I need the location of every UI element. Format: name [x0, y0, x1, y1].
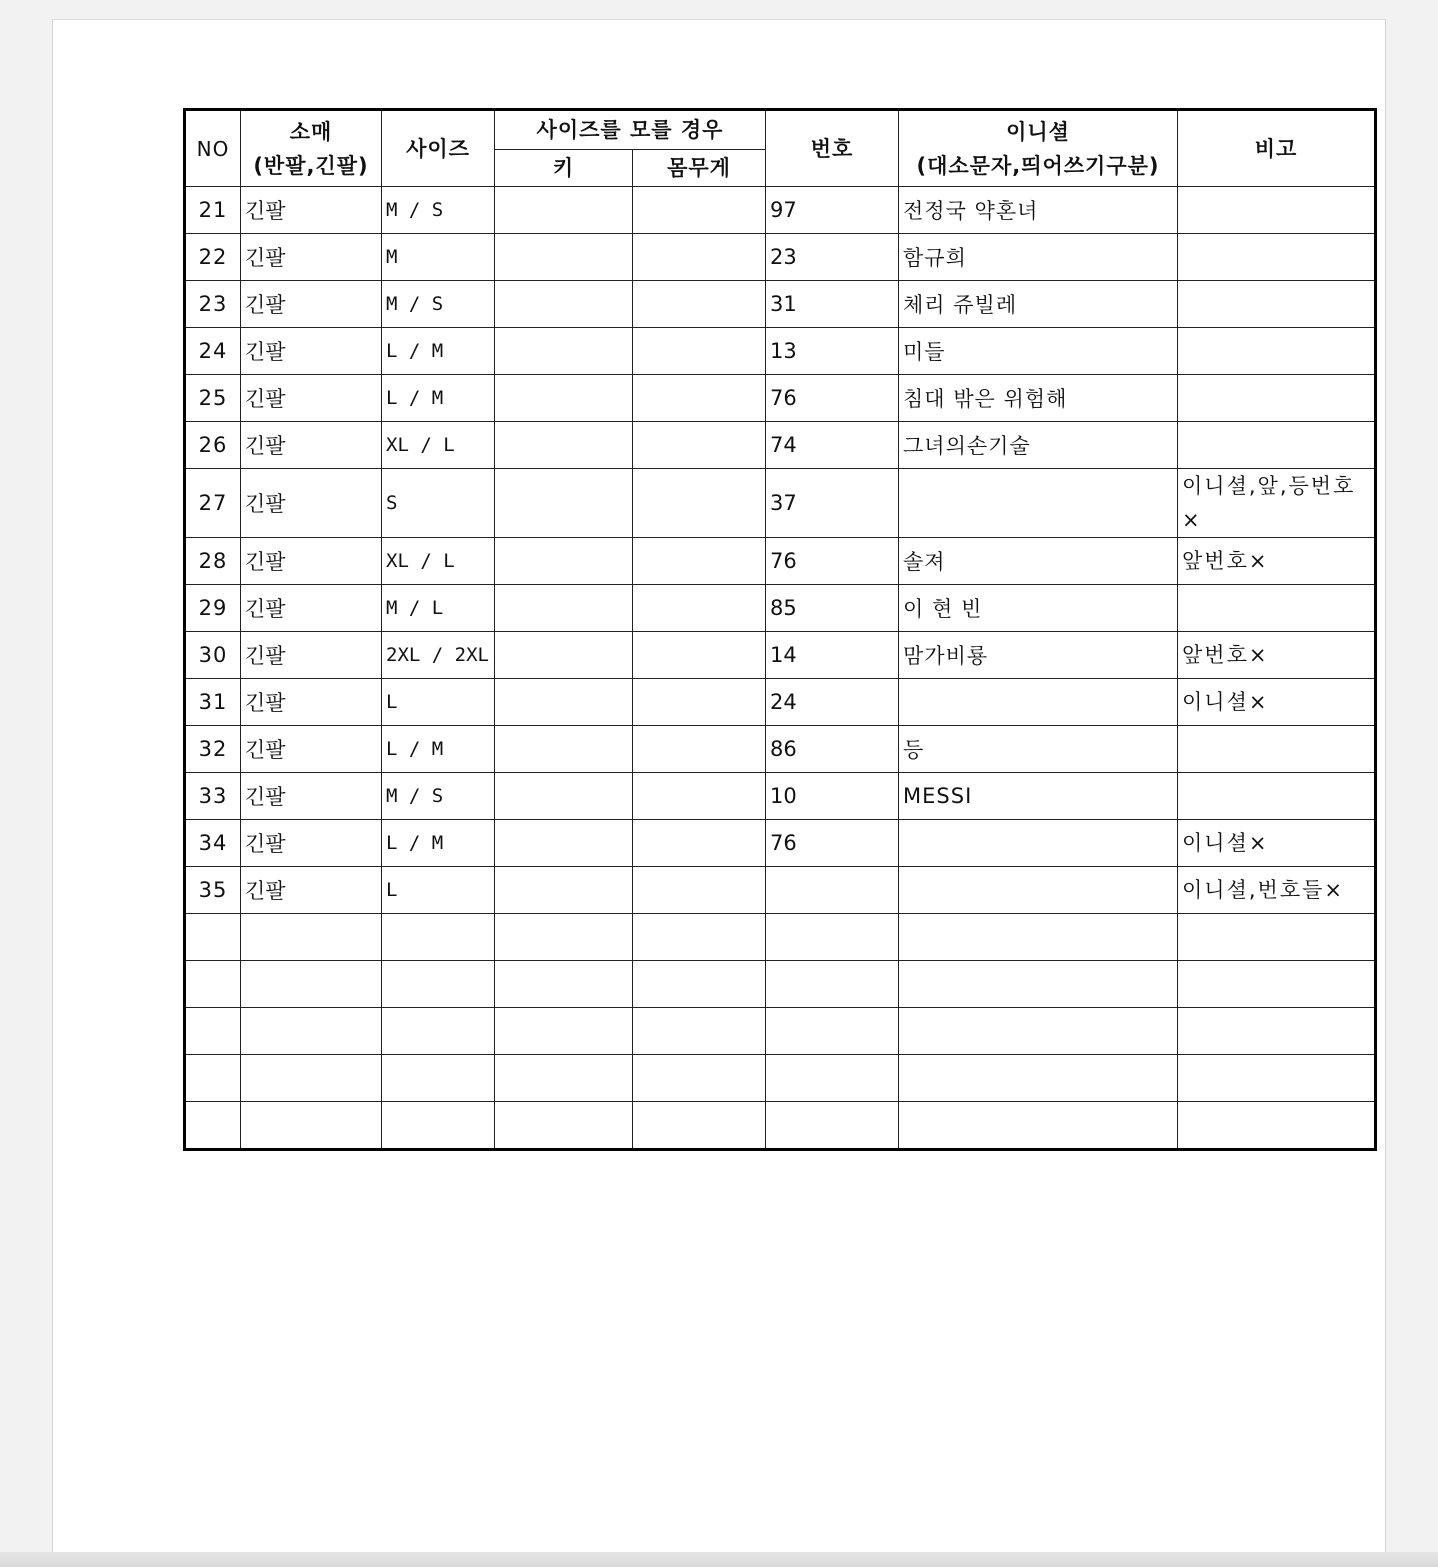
- table-row: [185, 961, 1376, 1008]
- header-sleeve-line1: 소매: [289, 119, 333, 144]
- cell-no: [185, 1055, 241, 1102]
- cell-height: [495, 281, 633, 328]
- cell-size: 2XL / 2XL: [382, 632, 495, 679]
- cell-height: [495, 914, 633, 961]
- table-row: [185, 1102, 1376, 1150]
- cell-initial: [899, 914, 1178, 961]
- header-no: NO: [185, 110, 241, 187]
- cell-number: 24: [766, 679, 899, 726]
- cell-size: M: [382, 234, 495, 281]
- cell-sleeve: [241, 914, 382, 961]
- cell-note: [1178, 187, 1376, 234]
- cell-size: S: [382, 469, 495, 538]
- cell-number: 76: [766, 538, 899, 585]
- header-sleeve-line2: (반팔,긴팔): [253, 153, 369, 178]
- cell-sleeve: 긴팔: [241, 679, 382, 726]
- table-row: [185, 1055, 1376, 1102]
- cell-note: [1178, 773, 1376, 820]
- cell-initial: 함규희: [899, 234, 1178, 281]
- cell-initial: 침대 밖은 위험해: [899, 375, 1178, 422]
- table-row: [185, 234, 1376, 281]
- table-body: [185, 187, 1376, 1150]
- cell-initial: 이 현 빈: [899, 585, 1178, 632]
- cell-sleeve: 긴팔: [241, 469, 382, 538]
- cell-note: [1178, 281, 1376, 328]
- cell-size: M / S: [382, 281, 495, 328]
- cell-sleeve: [241, 961, 382, 1008]
- cell-note: [1178, 914, 1376, 961]
- cell-size: [382, 1055, 495, 1102]
- cell-no: 34: [185, 820, 241, 867]
- cell-size: XL / L: [382, 422, 495, 469]
- header-initial: [899, 110, 1178, 187]
- header-unknown-size: 사이즈를 모를 경우: [495, 110, 766, 150]
- cell-height: [495, 679, 633, 726]
- table-row: [185, 328, 1376, 375]
- cell-number: 85: [766, 585, 899, 632]
- table-row: [185, 867, 1376, 914]
- cell-no: 21: [185, 187, 241, 234]
- cell-height: [495, 328, 633, 375]
- table-row: [185, 422, 1376, 469]
- cell-weight: [633, 914, 766, 961]
- cell-number: 13: [766, 328, 899, 375]
- cell-number: [766, 914, 899, 961]
- cell-note: [1178, 726, 1376, 773]
- cell-size: L: [382, 679, 495, 726]
- cell-height: [495, 961, 633, 1008]
- cell-number: 10: [766, 773, 899, 820]
- cell-note: 앞번호×: [1178, 632, 1376, 679]
- cell-initial: [899, 1008, 1178, 1055]
- table-row: [185, 281, 1376, 328]
- cell-sleeve: [241, 1102, 382, 1150]
- cell-size: XL / L: [382, 538, 495, 585]
- cell-height: [495, 820, 633, 867]
- cell-sleeve: 긴팔: [241, 234, 382, 281]
- cell-height: [495, 1055, 633, 1102]
- cell-weight: [633, 1055, 766, 1102]
- cell-sleeve: 긴팔: [241, 632, 382, 679]
- cell-height: [495, 375, 633, 422]
- cell-initial: 체리 쥬빌레: [899, 281, 1178, 328]
- cell-note: [1178, 585, 1376, 632]
- cell-note: [1178, 1008, 1376, 1055]
- cell-weight: [633, 328, 766, 375]
- cell-number: [766, 1102, 899, 1150]
- cell-initial: [899, 867, 1178, 914]
- cell-number: 37: [766, 469, 899, 538]
- header-height: 키: [495, 150, 633, 187]
- cell-size: [382, 1008, 495, 1055]
- cell-sleeve: 긴팔: [241, 726, 382, 773]
- cell-note: [1178, 234, 1376, 281]
- cell-no: 23: [185, 281, 241, 328]
- cell-size: L / M: [382, 726, 495, 773]
- cell-number: 86: [766, 726, 899, 773]
- table-row: [185, 679, 1376, 726]
- cell-no: 30: [185, 632, 241, 679]
- cell-note: [1178, 961, 1376, 1008]
- cell-height: [495, 187, 633, 234]
- cell-size: M / S: [382, 773, 495, 820]
- header-initial-line2: (대소문자,띄어쓰기구분): [916, 153, 1160, 178]
- table-row: [185, 187, 1376, 234]
- cell-number: 76: [766, 820, 899, 867]
- header-number: 번호: [766, 110, 899, 187]
- header-initial-line1: 이니셜: [1006, 119, 1070, 144]
- cell-height: [495, 1102, 633, 1150]
- cell-number: 76: [766, 375, 899, 422]
- cell-sleeve: [241, 1055, 382, 1102]
- table-row: [185, 632, 1376, 679]
- cell-sleeve: 긴팔: [241, 820, 382, 867]
- cell-weight: [633, 187, 766, 234]
- cell-weight: [633, 281, 766, 328]
- header-note: 비고: [1178, 110, 1376, 187]
- cell-weight: [633, 726, 766, 773]
- cell-sleeve: 긴팔: [241, 773, 382, 820]
- cell-initial: [899, 1055, 1178, 1102]
- cell-note: [1178, 1102, 1376, 1150]
- cell-initial: [899, 1102, 1178, 1150]
- cell-no: 31: [185, 679, 241, 726]
- cell-note: 이니셜,번호들×: [1178, 867, 1376, 914]
- cell-size: [382, 914, 495, 961]
- cell-weight: [633, 820, 766, 867]
- cell-initial: 솔져: [899, 538, 1178, 585]
- cell-no: 32: [185, 726, 241, 773]
- cell-weight: [633, 867, 766, 914]
- cell-note: [1178, 375, 1376, 422]
- cell-note: [1178, 328, 1376, 375]
- cell-note: 앞번호×: [1178, 538, 1376, 585]
- cell-size: L / M: [382, 375, 495, 422]
- cell-initial: [899, 679, 1178, 726]
- cell-no: 26: [185, 422, 241, 469]
- cell-initial: [899, 820, 1178, 867]
- cell-size: M / S: [382, 187, 495, 234]
- cell-height: [495, 538, 633, 585]
- cell-note: 이니셜,앞,등번호×: [1178, 469, 1376, 538]
- cell-number: 14: [766, 632, 899, 679]
- cell-initial: [899, 469, 1178, 538]
- cell-size: L: [382, 867, 495, 914]
- cell-weight: [633, 585, 766, 632]
- cell-no: [185, 914, 241, 961]
- table-row: [185, 773, 1376, 820]
- table-header: [185, 110, 1376, 187]
- cell-weight: [633, 773, 766, 820]
- cell-size: L / M: [382, 820, 495, 867]
- table-row: [185, 538, 1376, 585]
- header-sleeve: [241, 110, 382, 187]
- cell-no: 22: [185, 234, 241, 281]
- table-row: [185, 469, 1376, 538]
- cell-weight: [633, 234, 766, 281]
- cell-sleeve: 긴팔: [241, 187, 382, 234]
- cell-number: [766, 1008, 899, 1055]
- table-row: [185, 914, 1376, 961]
- cell-height: [495, 867, 633, 914]
- page-bottom-shadow: [0, 1552, 1438, 1567]
- cell-number: [766, 961, 899, 1008]
- cell-number: 23: [766, 234, 899, 281]
- cell-sleeve: 긴팔: [241, 867, 382, 914]
- cell-weight: [633, 679, 766, 726]
- cell-no: 24: [185, 328, 241, 375]
- cell-no: [185, 1008, 241, 1055]
- cell-note: 이니셜×: [1178, 679, 1376, 726]
- header-size: 사이즈: [382, 110, 495, 187]
- cell-height: [495, 585, 633, 632]
- cell-size: [382, 961, 495, 1008]
- cell-height: [495, 726, 633, 773]
- cell-number: [766, 1055, 899, 1102]
- cell-height: [495, 234, 633, 281]
- cell-weight: [633, 961, 766, 1008]
- cell-weight: [633, 469, 766, 538]
- table-row: [185, 585, 1376, 632]
- cell-weight: [633, 422, 766, 469]
- cell-height: [495, 632, 633, 679]
- cell-weight: [633, 632, 766, 679]
- cell-initial: 미들: [899, 328, 1178, 375]
- cell-height: [495, 773, 633, 820]
- cell-number: [766, 867, 899, 914]
- cell-note: [1178, 1055, 1376, 1102]
- table-row: [185, 726, 1376, 773]
- cell-sleeve: 긴팔: [241, 538, 382, 585]
- cell-note: 이니셜×: [1178, 820, 1376, 867]
- cell-weight: [633, 375, 766, 422]
- cell-size: M / L: [382, 585, 495, 632]
- cell-number: 31: [766, 281, 899, 328]
- cell-height: [495, 422, 633, 469]
- cell-sleeve: [241, 1008, 382, 1055]
- cell-no: [185, 1102, 241, 1150]
- header-weight: 몸무게: [633, 150, 766, 187]
- cell-no: 28: [185, 538, 241, 585]
- cell-size: [382, 1102, 495, 1150]
- table-row: [185, 1008, 1376, 1055]
- cell-weight: [633, 1008, 766, 1055]
- cell-size: L / M: [382, 328, 495, 375]
- order-table: [183, 108, 1377, 1151]
- cell-no: 29: [185, 585, 241, 632]
- cell-weight: [633, 1102, 766, 1150]
- table-row: [185, 820, 1376, 867]
- cell-weight: [633, 538, 766, 585]
- cell-sleeve: 긴팔: [241, 422, 382, 469]
- cell-sleeve: 긴팔: [241, 328, 382, 375]
- cell-no: 27: [185, 469, 241, 538]
- cell-sleeve: 긴팔: [241, 281, 382, 328]
- cell-sleeve: 긴팔: [241, 375, 382, 422]
- cell-initial: 그녀의손기술: [899, 422, 1178, 469]
- cell-sleeve: 긴팔: [241, 585, 382, 632]
- cell-height: [495, 1008, 633, 1055]
- cell-no: 25: [185, 375, 241, 422]
- cell-initial: [899, 961, 1178, 1008]
- cell-initial: 등: [899, 726, 1178, 773]
- cell-no: 33: [185, 773, 241, 820]
- cell-initial: MESSI: [899, 773, 1178, 820]
- cell-initial: 맘가비룡: [899, 632, 1178, 679]
- cell-initial: 전정국 약혼녀: [899, 187, 1178, 234]
- cell-no: 35: [185, 867, 241, 914]
- cell-number: 74: [766, 422, 899, 469]
- cell-number: 97: [766, 187, 899, 234]
- cell-height: [495, 469, 633, 538]
- table-row: [185, 375, 1376, 422]
- document-page: [52, 19, 1386, 1567]
- cell-note: [1178, 422, 1376, 469]
- cell-no: [185, 961, 241, 1008]
